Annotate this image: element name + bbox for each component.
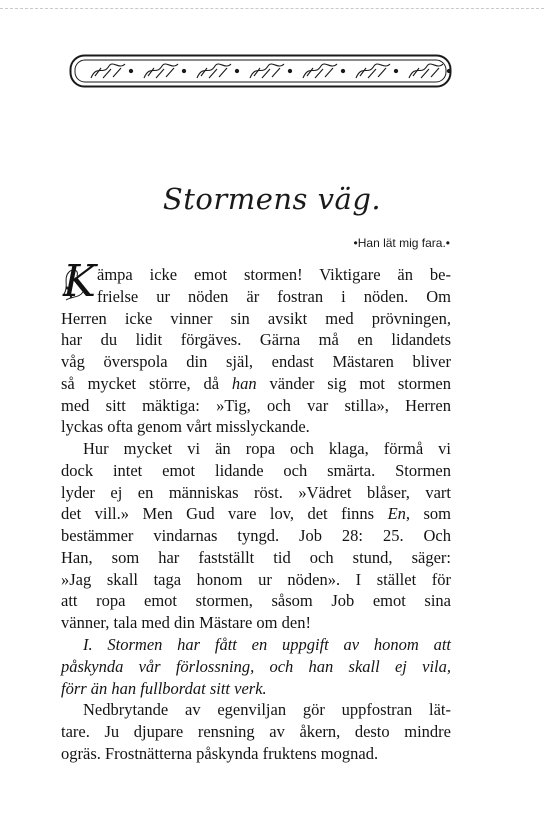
ornament-swirl: [303, 64, 337, 78]
ornament-swirl: [356, 64, 390, 78]
ornament-hatch: [360, 68, 386, 78]
text-line: påskynda vår förlossning, och han skall ej vila,: [61, 656, 451, 676]
page-edge-line: [0, 8, 544, 9]
ornament-swirl: [197, 64, 231, 78]
ornament-dot: [129, 69, 132, 72]
ornament-dot: [288, 69, 291, 72]
ornament-swirl: [91, 64, 125, 78]
ornament-dot: [394, 69, 397, 72]
text-line: det vill.» Men Gud vare lov, det finns En, som: [61, 504, 451, 524]
ornament-dot: [447, 69, 450, 72]
text-line: våg överspola din själ, endast Mästaren bliver: [61, 352, 451, 371]
ornament-hatch: [307, 68, 333, 78]
ornament-swirl: [144, 64, 178, 78]
text-line: tare. Ju djupare rensning av åkern, desto mindre: [61, 721, 451, 741]
ornament-hatch: [95, 68, 121, 78]
text-line: bestämmer vindarnas tyngd. Job 28: 25. Och: [61, 526, 451, 545]
text-line: I. Stormen har fått en uppgift av honom att: [83, 635, 451, 654]
text-line: så mycket större, då han vänder sig mot stormen: [61, 373, 451, 393]
paragraph-4: [61, 699, 451, 764]
text-line: Herren icke vinner sin avsikt med prövningen,: [61, 308, 451, 328]
text-line: att ropa emot stormen, såsom Job emot sina: [61, 591, 451, 611]
text-line: Nedbrytande av egenviljan gör uppfostran lät-: [83, 700, 451, 719]
text-line: Hur mycket vi än ropa och klaga, förmå vi: [83, 439, 451, 458]
text-line: har du lidit förgäves. Gärna må en lidandets: [61, 330, 451, 350]
text-line: förr än han fullbordat sitt verk.: [61, 678, 267, 698]
ornament-swirl: [250, 64, 284, 78]
epigraph: •Han lät mig fara.•: [353, 236, 450, 250]
paragraph-3-emphasis: [61, 634, 451, 699]
text-line: ämpa icke emot stormen! Viktigare än be-: [97, 265, 451, 284]
text-line: lyder ej en människas röst. »Vädret blåser, vart: [61, 482, 451, 502]
text-line: vänner, tala med din Mästare om den!: [61, 613, 311, 632]
decorative-header-band: [69, 54, 452, 88]
ornament-hatch: [254, 68, 280, 78]
text-line: Han, som har fastställt tid och stund, säger:: [61, 547, 451, 567]
emphasis: En,: [387, 504, 411, 524]
text-line: frielse ur nöden är fostran i nöden. Om: [97, 286, 451, 306]
ornament-dot: [182, 69, 185, 72]
text-line: lyckas ofta genom vårt misslyckande.: [61, 417, 310, 437]
ornament-hatch: [148, 68, 174, 78]
ornament-dot: [235, 69, 238, 72]
ornament-swirl: [409, 64, 443, 78]
ornament-hatch: [413, 68, 439, 78]
chapter-title: Stormens väg.: [162, 182, 382, 216]
ornament-hatch: [201, 68, 227, 78]
text-line: med sitt mäktiga: »Tig, och var stilla», Herren: [61, 395, 451, 415]
text-line: ogräs. Frostnätterna påskynda fruktens mognad.: [61, 743, 379, 763]
paragraph-1: [61, 256, 451, 438]
text-line: dock intet emot lidande och smärta. Stormen: [61, 460, 451, 480]
drop-cap-letter: K: [63, 256, 96, 307]
ornament-dot: [341, 69, 344, 72]
drop-cap: [61, 256, 96, 307]
paragraph-2: [61, 438, 451, 634]
emphasis: han: [219, 373, 270, 393]
text-line: »Jag skall taga honom ur nöden». I stället för: [61, 569, 451, 589]
